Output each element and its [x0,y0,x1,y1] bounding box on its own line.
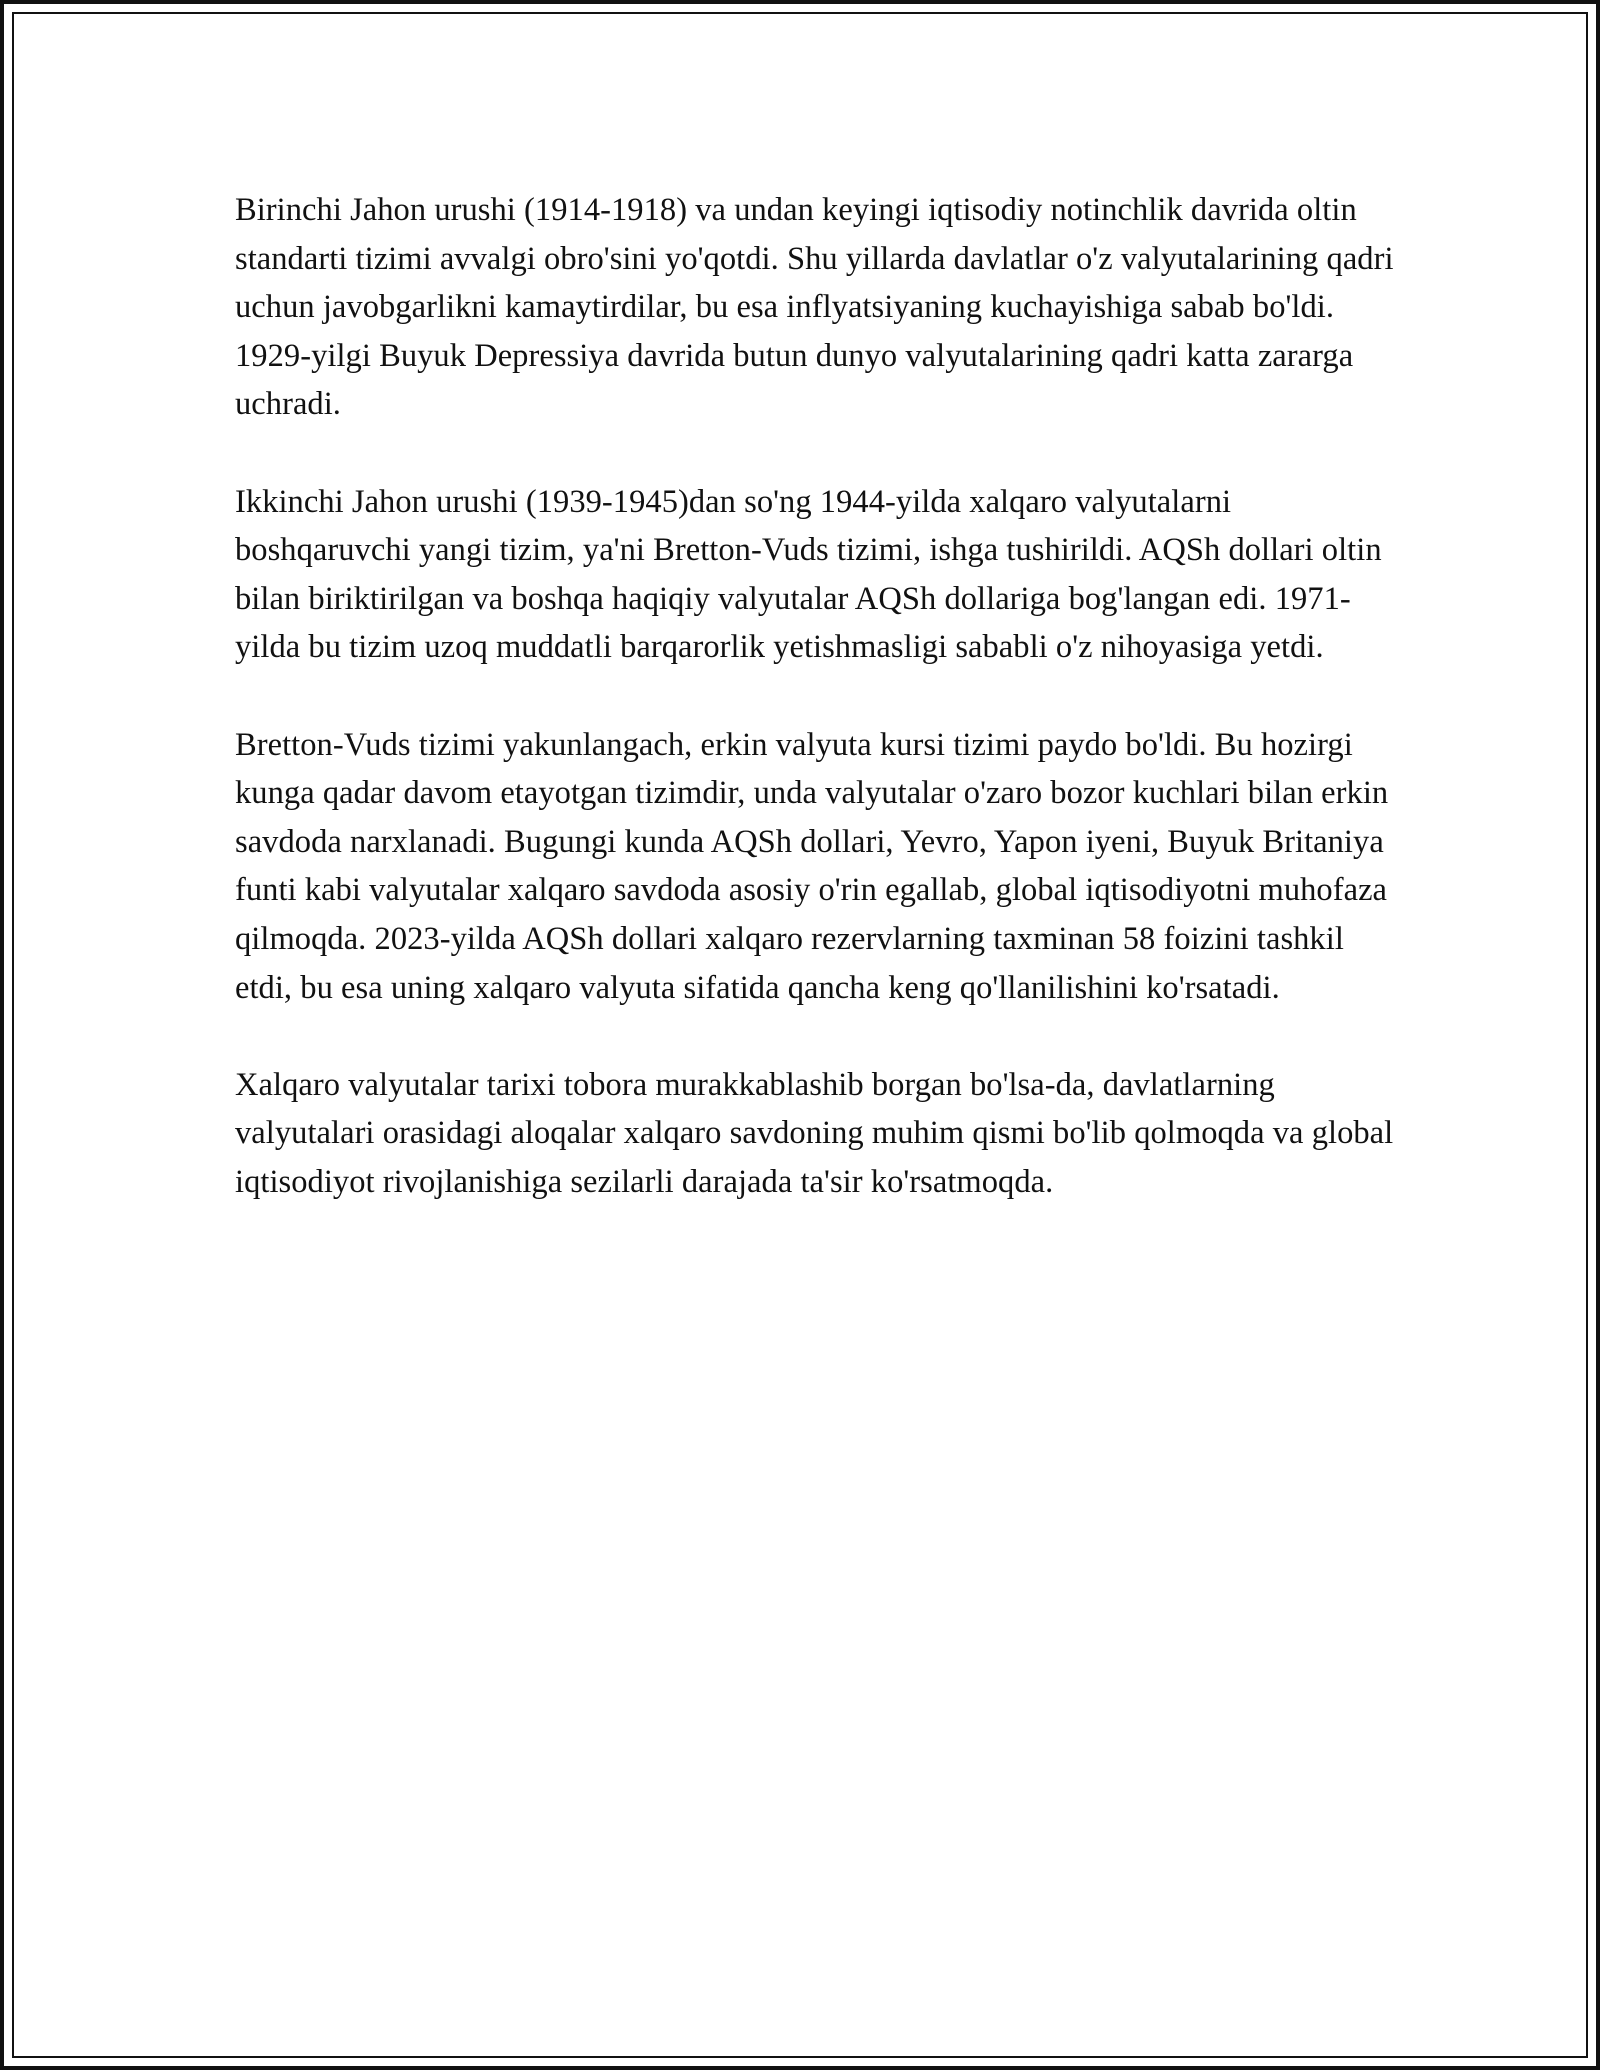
paragraph-floating-exchange: Bretton-Vuds tizimi yakunlangach, erkin valyuta kursi tizimi paydo bo'ldi. Bu hozirgi kunga qadar davom etayotgan tizimdir, unda valyutalar o'zaro bozor kuchlari bilan erkin savdoda narxlanadi. Bugungi kunda AQSh dollari, Yevro, Yapon iyeni, Buyuk Britaniya funti kabi valyutalar xalqaro savdoda asosiy o'rin egallab, global iqtisodiyotni muhofaza qilmoqda. 2023-yilda AQSh dollari xalqaro rezervlarning taxminan 58 foizini tashkil etdi, bu esa uning xalqaro valyuta sifatida qancha keng qo'llanilishini ko'rsatadi. [235,726,1389,1006]
paragraph-bretton-woods: Ikkinchi Jahon urushi (1939-1945)dan so'ng 1944-yilda xalqaro valyutalarni boshqaruvchi yangi tizim, ya'ni Bretton-Vuds tizimi, ishga tushirildi. AQSh dollari oltin bilan biriktirilgan va boshqa haqiqiy valyutalar AQSh dollariga bog'langan edi. 1971-yilda bu tizim uzoq muddatli barqarorlik yetishmasligi sababli o'z nihoyasiga yetdi. [235,483,1382,666]
paragraph-conclusion: Xalqaro valyutalar tarixi tobora murakkablashib borgan bo'lsa-da, davlatlarning valyutalari orasidagi aloqalar xalqaro savdoning muhim qismi bo'lib qolmoqda va global iqtisodiyot rivojlanishiga sezilarli darajada ta'sir ko'rsatmoqda. [235,1066,1394,1200]
document-body [235,186,1395,1255]
paragraph-gold-standard: Birinchi Jahon urushi (1914-1918) va undan keyingi iqtisodiy notinchlik davrida oltin standarti tizimi avvalgi obro'sini yo'qotdi. Shu yillarda davlatlar o'z valyutalarining qadri uchun javobgarlikni kamaytirdilar, bu esa inflyatsiyaning kuchayishiga sabab bo'ldi. 1929-yilgi Buyuk Depressiya davrida butun dunyo valyutalarining qadri katta zararga uchradi. [235,192,1394,423]
